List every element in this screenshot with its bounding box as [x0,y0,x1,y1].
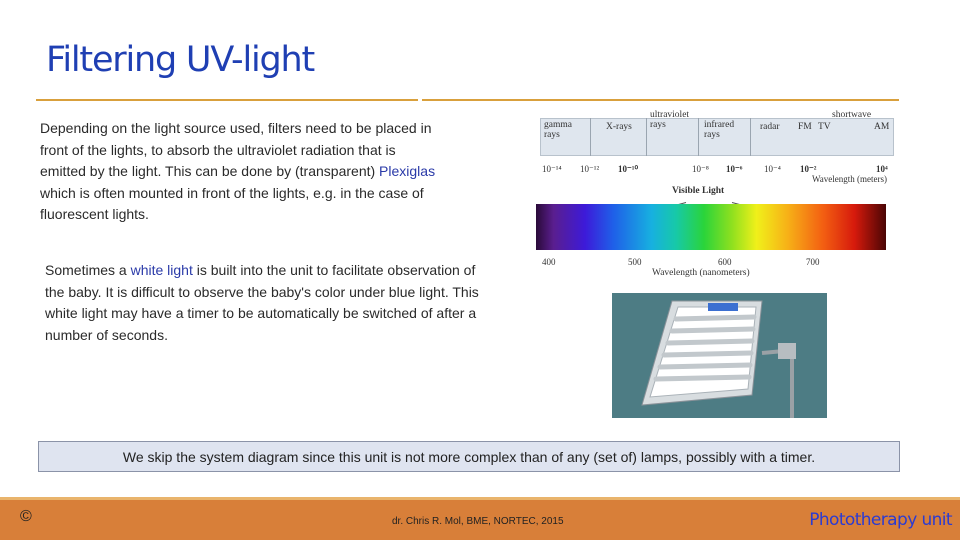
visible-spectrum-gradient [536,204,886,250]
power-tick: 10⁻⁶ [726,164,743,174]
lamp-illustration [612,293,827,418]
visible-light-label: Visible Light [672,186,725,196]
band-fm: FM [798,122,812,132]
footer-unit-name: Phototherapy unit [809,510,952,530]
band-am: AM [874,122,890,132]
nm-tick: 400 [542,257,556,267]
band-xrays: X-rays [606,122,632,132]
power-tick: 10⁻⁸ [692,164,709,174]
paragraph1-text: Depending on the light source used, filters need to be placed in front of the lights, to absorb the ultraviolet radiation that is emitted by the light. This can be done by (transparent) [40,120,432,179]
paragraph-uv-filter [40,118,440,226]
power-tick: 10⁻¹⁰ [618,164,639,174]
slide-title: Filtering UV-light [46,40,315,80]
band-tv: TV [818,122,831,132]
power-tick: 10⁻¹⁴ [542,164,562,174]
electromagnetic-spectrum-figure [532,108,898,284]
band-separator [750,118,751,156]
footer-author: dr. Chris R. Mol, BME, NORTEC, 2015 [392,516,564,527]
band-gamma: gamma rays [544,120,572,140]
wavelength-meters-label: Wavelength (meters) [812,174,887,184]
note-text: We skip the system diagram since this unit is not more complex than of any (set of) lamps, possibly with a timer. [122,449,816,465]
band-separator [646,118,647,156]
band-separator [698,118,699,156]
band-infrared: infrared rays [704,120,735,140]
white-light-highlight: white light [130,262,193,278]
plexiglas-highlight: Plexiglas [379,163,436,179]
phototherapy-lamp-photo [612,293,827,418]
power-tick: 10⁴ [876,164,888,174]
nm-tick: 600 [718,257,732,267]
band-ultraviolet: ultraviolet rays [650,110,690,130]
copyright-symbol: © [20,508,32,525]
title-underline-right [422,99,899,101]
nm-tick: 700 [806,257,820,267]
title-underline-left [36,99,418,101]
paragraph1-text-end: which is often mounted in front of the lights, e.g. in the case of fluorescent lights. [40,184,424,222]
paragraph-white-light [45,260,485,346]
band-separator [590,118,591,156]
note-box [38,441,900,472]
paragraph2-text: Sometimes a [45,262,131,278]
power-tick: 10⁻¹² [580,164,600,174]
power-tick: 10⁻⁴ [764,164,781,174]
wavelength-nm-label: Wavelength (nanometers) [652,268,750,278]
band-radar: radar [760,122,780,132]
nm-tick: 500 [628,257,642,267]
paragraph2-text-end: is built into the unit to facilitate observation of the baby. It is difficult to observe the baby's color under blue light. This white light may have a timer to be automatically be switched of after a number of seconds. [45,262,479,343]
band-shortwave: shortwave [832,110,872,120]
power-tick: 10⁻² [800,164,817,174]
